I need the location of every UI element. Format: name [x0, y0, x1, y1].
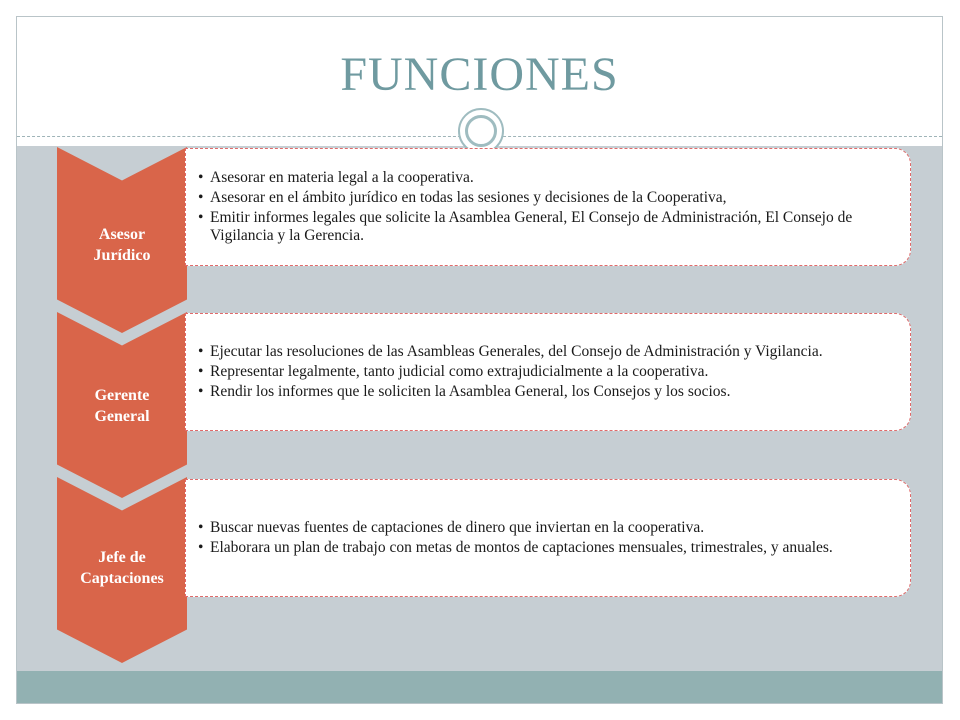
role-label-line: Asesor	[98, 226, 146, 243]
role-box-gerente-general	[185, 313, 911, 431]
function-item: • Asesorar en materia legal a la cooperativa.	[196, 169, 902, 187]
function-item: • Ejecutar las resoluciones de las Asambleas Generales, del Consejo de Administración y Vigilancia.	[196, 343, 902, 361]
role-label-line: Gerente	[94, 387, 150, 404]
function-item: • Buscar nuevas fuentes de captaciones de dinero que inviertan en la cooperativa.	[196, 519, 902, 537]
role-label-line: Jefe de	[98, 549, 146, 566]
role-label-line: Captaciones	[80, 570, 164, 587]
role-label-asesor-juridico	[57, 224, 187, 266]
function-item: • Asesorar en el ámbito jurídico en todas las sesiones y decisiones de la Cooperativa,	[196, 189, 902, 207]
ring-inner	[465, 115, 497, 147]
function-item: • Representar legalmente, tanto judicial como extrajudicialmente a la cooperativa.	[196, 363, 902, 381]
function-list	[196, 341, 902, 403]
slide-title: FUNCIONES	[340, 48, 619, 101]
function-item: • Elaborara un plan de trabajo con metas de montos de captaciones mensuales, trimestrales, y anuales.	[196, 539, 902, 557]
role-box-jefe-captaciones	[185, 479, 911, 597]
footer-band	[17, 671, 942, 704]
slide-frame	[16, 16, 943, 704]
role-box-asesor-juridico	[185, 148, 911, 266]
function-list	[196, 517, 902, 559]
function-item: • Emitir informes legales que solicite la Asamblea General, El Consejo de Administración, El Consejo de Vigilancia y la Gerencia.	[196, 209, 902, 245]
function-item: • Rendir los informes que le soliciten la Asamblea General, los Consejos y los socios.	[196, 383, 902, 401]
role-label-line: General	[94, 408, 150, 425]
role-label-jefe-captaciones	[57, 547, 187, 589]
role-label-line: Jurídico	[93, 247, 151, 264]
role-label-gerente-general	[57, 385, 187, 427]
function-list	[196, 167, 902, 247]
